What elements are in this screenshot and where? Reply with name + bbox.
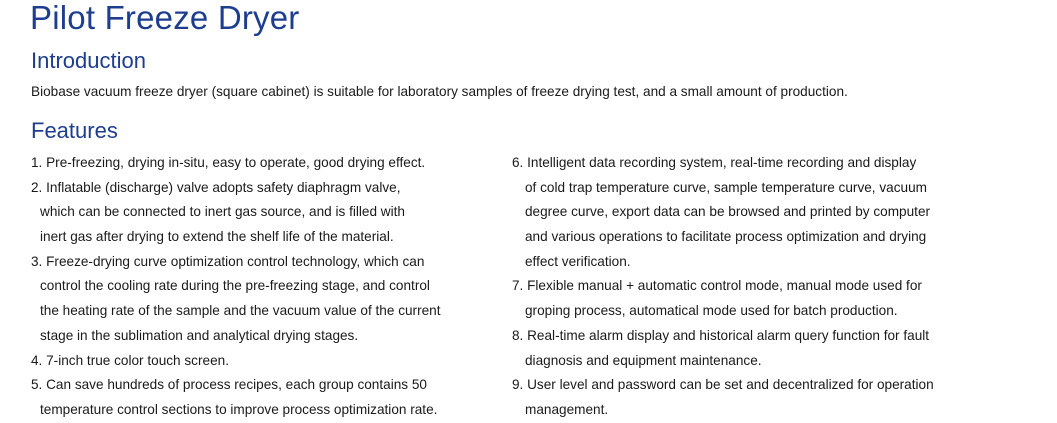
features-heading: Features	[31, 118, 118, 143]
feature-continuation-line: control the cooling rate during the pre-freezing stage, and control	[40, 278, 430, 294]
feature-item-line: 9. User level and password can be set and decentralized for operation	[512, 377, 934, 393]
feature-continuation-line: groping process, automatical mode used for batch production.	[525, 303, 898, 319]
feature-continuation-line: the heating rate of the sample and the vacuum value of the current	[40, 303, 441, 319]
feature-item-line: 4. 7-inch true color touch screen.	[31, 352, 229, 368]
feature-continuation-line: effect verification.	[525, 253, 631, 269]
feature-continuation-line: which can be connected to inert gas source, and is filled with	[40, 204, 405, 220]
feature-continuation-line: diagnosis and equipment maintenance.	[525, 352, 762, 368]
feature-item-line: 6. Intelligent data recording system, real-time recording and display	[512, 155, 917, 170]
feature-continuation-line: and various operations to facilitate process optimization and drying	[525, 229, 927, 245]
features-right-column	[512, 151, 992, 423]
feature-continuation-line: of cold trap temperature curve, sample temperature curve, vacuum	[525, 179, 927, 195]
feature-item-line: 8. Real-time alarm display and historical alarm query function for fault	[512, 327, 930, 343]
feature-continuation-line: management.	[525, 401, 609, 417]
feature-item-line: 5. Can save hundreds of process recipes, each group contains 50	[31, 377, 427, 393]
feature-item-line: 3. Freeze-drying curve optimization control technology, which can	[31, 253, 425, 269]
feature-item-line: 1. Pre-freezing, drying in-situ, easy to operate, good drying effect.	[31, 155, 426, 170]
introduction-text: Biobase vacuum freeze dryer (square cabinet) is suitable for laboratory samples of freeze drying test, and a small amount of production.	[31, 84, 848, 99]
feature-continuation-line: stage in the sublimation and analytical drying stages.	[40, 327, 359, 343]
feature-continuation-line: degree curve, export data can be browsed and printed by computer	[525, 204, 931, 220]
page-title: Pilot Freeze Dryer	[30, 0, 300, 36]
feature-item-line: 2. Inflatable (discharge) valve adopts safety diaphragm valve,	[31, 179, 401, 195]
feature-continuation-line: temperature control sections to improve process optimization rate.	[40, 401, 438, 417]
feature-item-line: 7. Flexible manual + automatic control mode, manual mode used for	[512, 278, 922, 294]
feature-continuation-line: inert gas after drying to extend the shelf life of the material.	[40, 229, 394, 245]
introduction-heading: Introduction	[31, 48, 146, 73]
features-left-column	[31, 151, 501, 423]
